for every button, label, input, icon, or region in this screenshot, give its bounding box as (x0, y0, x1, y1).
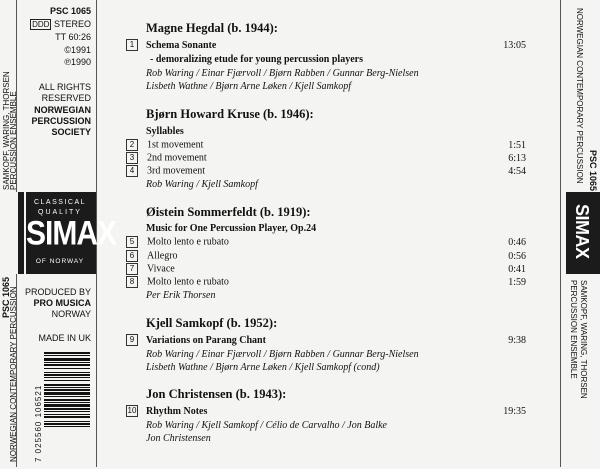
produced-by-label: PRODUCED BY (24, 287, 91, 297)
performers-line: Lisbeth Wathne / Bjørn Arne Løken / Kjell Samkopf (146, 81, 351, 92)
left-info-panel (16, 0, 117, 467)
work-title: Schema Sonante (146, 40, 217, 51)
barcode-bar (44, 377, 90, 378)
work-title: Syllables (146, 126, 184, 137)
track-number: 8 (126, 276, 138, 288)
barcode-bar (44, 387, 90, 388)
barcode-bar (44, 404, 90, 407)
logo-classical-text: CLASSICAL (33, 199, 87, 206)
track-duration: 19:35 (503, 406, 526, 417)
performers-line: Jon Christensen (146, 433, 211, 444)
work-title: Variations on Parang Chant (146, 335, 266, 346)
barcode-bars (44, 350, 90, 464)
track-duration: 13:05 (503, 40, 526, 51)
track-number: 2 (126, 139, 138, 151)
stereo-label: STEREO (53, 19, 91, 29)
composer-heading: Kjell Samkopf (b. 1952): (146, 316, 278, 330)
barcode-bar (44, 396, 90, 397)
track-duration: 1:51 (508, 140, 526, 151)
left-spine-title: NORWEGIAN CONTEMPORARY PERCUSSION (9, 286, 18, 462)
phonogram-year: ℗1990 (64, 57, 91, 67)
track-row (126, 39, 147, 51)
track-number: 1 (126, 39, 138, 51)
producer-info (15, 287, 91, 344)
made-in-label: MADE IN UK (38, 333, 91, 343)
track-row (126, 165, 205, 177)
track-row (126, 405, 147, 417)
barcode-bar (44, 411, 90, 412)
track-listing (110, 0, 560, 467)
barcode-bar (44, 402, 90, 403)
work-title: Rhythm Notes (146, 406, 208, 417)
track-number: 3 (126, 152, 138, 164)
composer-heading: Magne Hegdal (b. 1944): (146, 21, 278, 35)
barcode-bar (44, 399, 90, 401)
logo-of-norway-text: OF NORWAY (35, 258, 85, 265)
barcode-bar (44, 426, 90, 427)
movement-name: Vivace (147, 263, 175, 275)
society-line1: NORWEGIAN (34, 105, 91, 115)
track-row (126, 139, 203, 151)
right-spine-ensemble-line1: SAMKOPF, WARING, THORSEN (579, 280, 588, 399)
track-row (126, 250, 178, 262)
logo-brand-text: SIMAX (26, 214, 117, 253)
composer-heading: Bjørn Howard Kruse (b. 1946): (146, 107, 314, 121)
work-title: Music for One Percussion Player, Op.24 (146, 223, 317, 234)
track-duration: 4:54 (508, 166, 526, 177)
performers-line: Rob Waring / Kjell Samkopf / Célio de Carvalho / Jon Balke (146, 420, 387, 431)
track-row (126, 263, 175, 275)
barcode-bar (44, 423, 90, 425)
movement-name: 2nd movement (147, 152, 207, 164)
movement-name: Allegro (147, 250, 178, 262)
track-number: 5 (126, 236, 138, 248)
copyright-year: ©1991 (64, 45, 91, 55)
catalog-number: PSC 1065 (49, 6, 91, 16)
simax-logo-right (566, 192, 600, 274)
total-time: TT 60:26 (55, 32, 91, 42)
barcode-bar (44, 358, 90, 361)
barcode-bar (44, 374, 90, 376)
track-number: 7 (126, 263, 138, 275)
barcode-bar (44, 416, 90, 418)
barcode-bar (44, 408, 90, 410)
right-spine-ensemble-line2: PERCUSSION ENSEMBLE (569, 280, 578, 379)
track-number: 6 (126, 250, 138, 262)
work-subtitle: - demoralizing etude for young percussion players (150, 54, 363, 65)
barcode-bar (44, 384, 90, 386)
simax-logo-left (16, 192, 117, 274)
barcode-number: 7 025560 106521 (34, 384, 43, 462)
performers-line: Lisbeth Wathne / Bjørn Arne Løken / Kjell Samkopf (cond) (146, 362, 380, 373)
rights-line2: RESERVED (41, 93, 91, 103)
barcode-bar (44, 368, 90, 369)
left-spine-catalog: PSC 1065 (1, 276, 11, 318)
barcode-bar (44, 362, 90, 363)
ddd-badge: DDD (32, 20, 50, 29)
logo-quality-text: QUALITY (38, 209, 82, 216)
barcode-bar (44, 364, 90, 366)
track-number: 9 (126, 334, 138, 346)
left-spine-ensemble-line2: PERCUSSION ENSEMBLE (9, 91, 18, 190)
movement-name: Molto lento e rubato (147, 236, 229, 248)
track-duration: 6:13 (508, 153, 526, 164)
track-duration: 1:59 (508, 277, 526, 288)
track-number: 4 (126, 165, 138, 177)
society-line2: PERCUSSION (31, 116, 91, 126)
release-info (15, 6, 91, 138)
track-row (126, 152, 207, 164)
performers-line: Rob Waring / Einar Fjærvoll / Bjørn Rabben / Gunnar Berg-Nielsen (146, 349, 419, 360)
rights-line1: ALL RIGHTS (38, 82, 91, 92)
track-row (126, 276, 229, 288)
performers-line: Rob Waring / Einar Fjærvoll / Bjørn Rabben / Gunnar Berg-Nielsen (146, 68, 419, 79)
track-duration: 9:38 (508, 335, 526, 346)
left-spine-ensemble-line1: SAMKOPF, WARING, THORSEN (2, 71, 11, 190)
barcode-bar (44, 372, 90, 373)
society-line3: SOCIETY (51, 127, 91, 137)
track-duration: 0:41 (508, 264, 526, 275)
barcode-bar (44, 355, 90, 356)
movement-name: 1st movement (147, 139, 204, 151)
track-duration: 0:56 (508, 251, 526, 262)
barcode-bar (44, 380, 90, 381)
composer-heading: Jon Christensen (b. 1943): (146, 387, 287, 401)
performers-line: Rob Waring / Kjell Samkopf (146, 179, 258, 190)
movement-name: 3rd movement (147, 165, 206, 177)
barcode-bar (44, 389, 90, 391)
track-number: 10 (127, 406, 137, 415)
format-line (15, 19, 91, 30)
barcode-bar (44, 414, 90, 415)
barcode (44, 350, 90, 464)
producer-country: NORWAY (51, 309, 91, 319)
right-logo-brand-text: SIMAX (572, 204, 592, 259)
track-duration: 0:46 (508, 237, 526, 248)
producer-name: PRO MUSICA (33, 298, 91, 308)
movement-name: Molto lento e rubato (147, 276, 229, 288)
barcode-bar (44, 421, 90, 422)
performers-line: Per Erik Thorsen (146, 290, 216, 301)
barcode-bar (44, 352, 90, 354)
right-spine-title: NORWEGIAN CONTEMPORARY PERCUSSION (575, 8, 584, 184)
right-spine-catalog: PSC 1065 (588, 150, 598, 192)
barcode-bar (44, 392, 90, 395)
track-row (126, 236, 229, 248)
composer-heading: Øistein Sommerfeldt (b. 1919): (146, 205, 311, 219)
track-row (126, 334, 147, 346)
